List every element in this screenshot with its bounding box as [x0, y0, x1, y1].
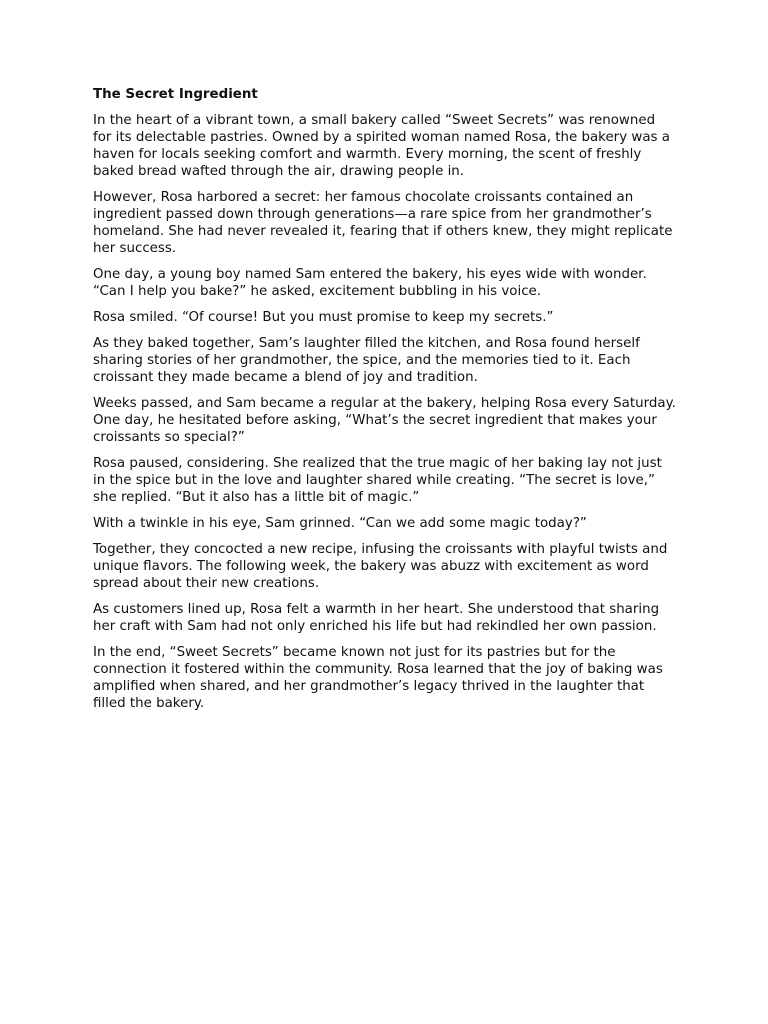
paragraph: As they baked together, Sam’s laughter filled the kitchen, and Rosa found herself sharing stories of her grandmother, the spice, and the memories tied to it. Each croissant they made became a blend of joy and tradition. [93, 336, 640, 385]
paragraph: Weeks passed, and Sam became a regular at the bakery, helping Rosa every Saturday. One day, he hesitated before asking, “What’s the secret ingredient that makes your croissants so special?” [93, 396, 676, 445]
paragraph: In the end, “Sweet Secrets” became known not just for its pastries but for the connection it fostered within the community. Rosa learned that the joy of baking was amplified when shared, and her grandmother’s legacy thrived in the laughter that filled the bakery. [93, 645, 663, 711]
paragraph: Together, they concocted a new recipe, infusing the croissants with playful twists and unique flavors. The following week, the bakery was abuzz with excitement as word spread about their new creations. [93, 542, 668, 591]
paragraph: One day, a young boy named Sam entered the bakery, his eyes wide with wonder. “Can I help you bake?” he asked, excitement bubbling in his voice. [93, 267, 647, 299]
paragraph: With a twinkle in his eye, Sam grinned. “Can we add some magic today?” [93, 516, 587, 531]
paragraph: Rosa paused, considering. She realized that the true magic of her baking lay not just in the spice but in the love and laughter shared while creating. “The secret is love,” she replied. “But it also has a little bit of magic.” [93, 456, 662, 505]
document-body [93, 86, 677, 721]
paragraph: However, Rosa harbored a secret: her famous chocolate croissants contained an ingredient passed down through generations—a rare spice from her grandmother’s homeland. She had never revealed it, fearing that if others knew, they might replicate her success. [93, 190, 673, 256]
paragraph: In the heart of a vibrant town, a small bakery called “Sweet Secrets” was renowned for its delectable pastries. Owned by a spirited woman named Rosa, the bakery was a haven for locals seeking comfort and warmth. Every morning, the scent of freshly baked bread wafted through the air, drawing people in. [93, 113, 670, 179]
paragraph: Rosa smiled. “Of course! But you must promise to keep my secrets.” [93, 310, 554, 325]
paragraph: As customers lined up, Rosa felt a warmth in her heart. She understood that sharing her craft with Sam had not only enriched his life but had rekindled her own passion. [93, 602, 660, 634]
document-title: The Secret Ingredient [93, 87, 258, 102]
